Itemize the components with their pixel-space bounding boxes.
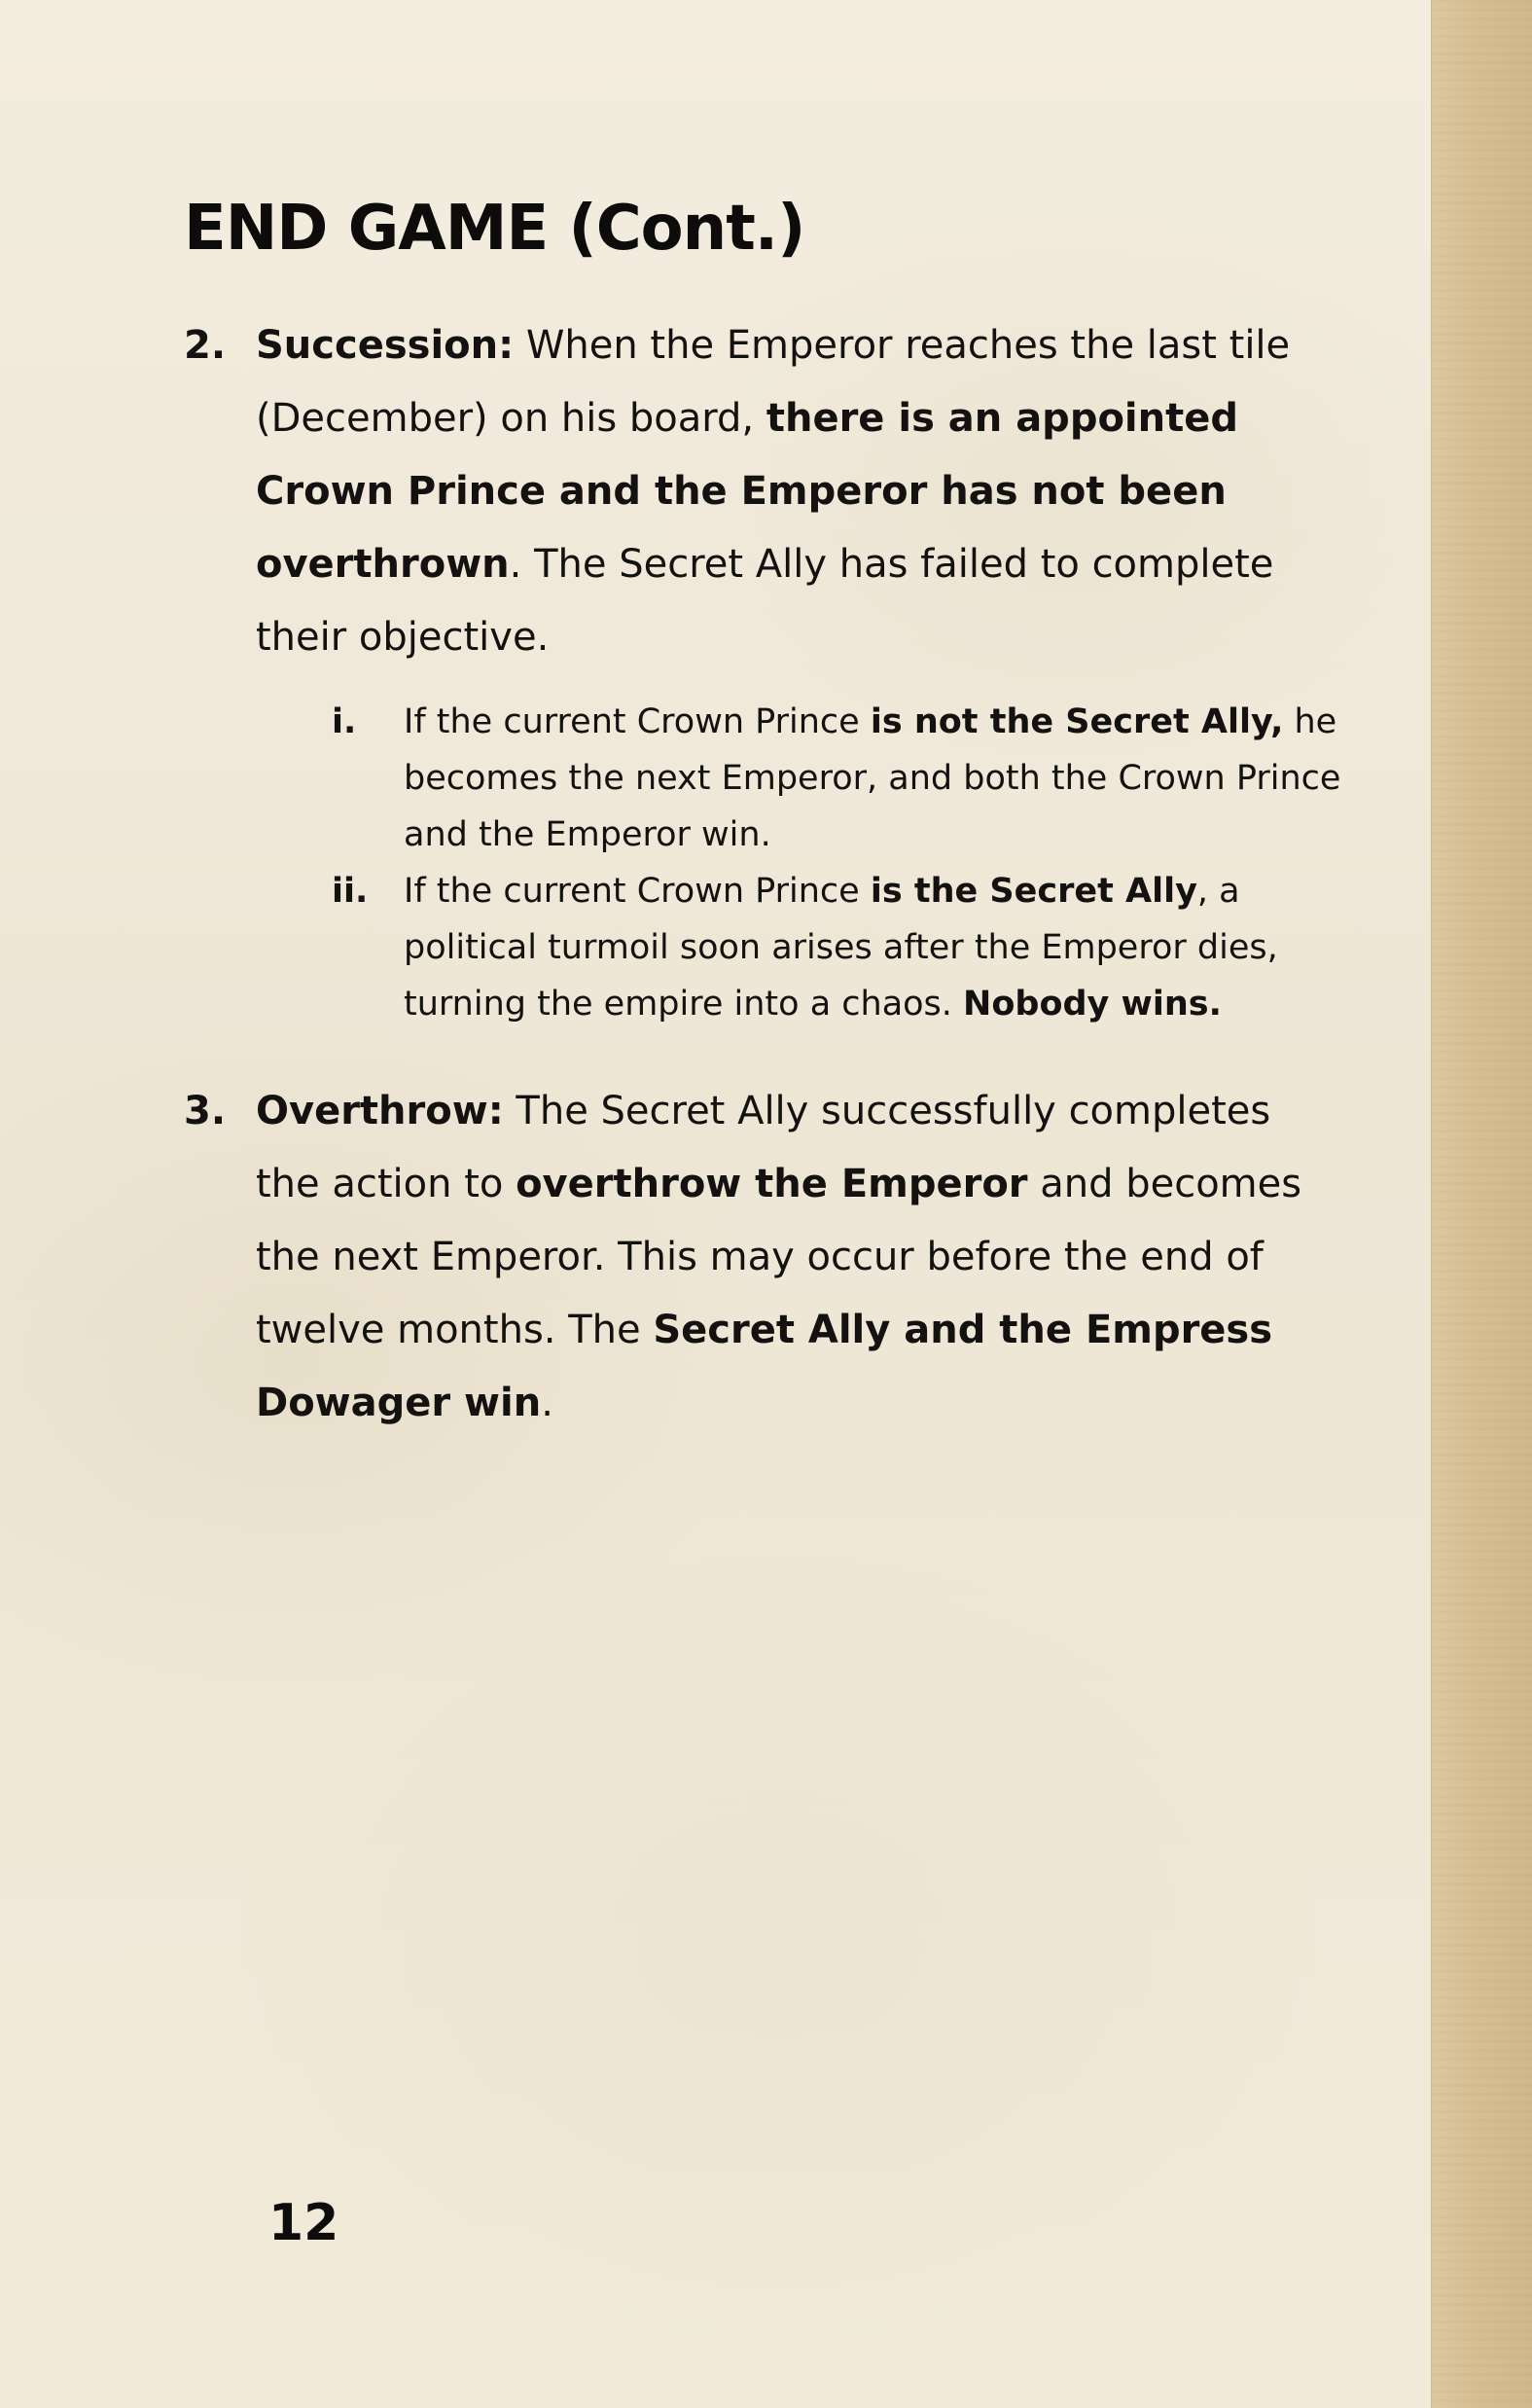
case-number: ii. (332, 872, 369, 911)
case-body (404, 863, 1357, 1032)
page-edge-texture (1431, 0, 1532, 2408)
rule-text: and becomes the next Emperor. This may occur before the end of twelve months. The (256, 1162, 1302, 1352)
case-emphasis: Nobody wins. (963, 985, 1222, 1024)
case-number: i. (332, 702, 357, 741)
case-text: he becomes the next Emperor, and both the Crown Prince and the Emperor win. (404, 702, 1341, 854)
rule-item-overthrow (184, 1075, 1351, 1440)
rule-emphasis: there is an appointed Crown Prince and the Emperor has not been overthrown (256, 396, 1238, 587)
case-text: , a political turmoil soon arises after the Emperor dies, turning the empire into a chaos. (404, 872, 1278, 1024)
page-title: END GAME (Cont.) (184, 193, 805, 265)
rule-number: 2. (184, 323, 227, 368)
page-content (184, 185, 1371, 1440)
page-number: 12 (268, 2194, 339, 2252)
rule-body (256, 309, 1345, 674)
rule-text: . (541, 1381, 553, 1425)
rule-number: 3. (184, 1089, 227, 1133)
rule-emphasis: overthrow the Emperor (516, 1162, 1028, 1206)
rule-item-succession (184, 309, 1351, 1032)
rule-emphasis: Secret Ally and the Empress Dowager win (256, 1308, 1273, 1425)
rule-text: The Secret Ally successfully completes the action to (256, 1089, 1271, 1206)
case-emphasis: is not the Secret Ally, (870, 702, 1284, 741)
succession-cases (332, 694, 1363, 1032)
case-emphasis: is the Secret Ally (870, 872, 1197, 911)
rule-heading: Overthrow: (256, 1089, 504, 1133)
case-text: If the current Crown Prince (404, 872, 871, 911)
case-item-ii (332, 863, 1363, 1032)
case-item-i (332, 694, 1363, 863)
rule-text: When the Emperor reaches the last tile (December) on his board, (256, 323, 1291, 441)
rule-body (256, 1075, 1345, 1440)
rule-text: . The Secret Ally has failed to complete their objective. (256, 542, 1274, 660)
case-body (404, 694, 1357, 863)
case-text: If the current Crown Prince (404, 702, 871, 741)
rule-heading: Succession: (256, 323, 515, 368)
